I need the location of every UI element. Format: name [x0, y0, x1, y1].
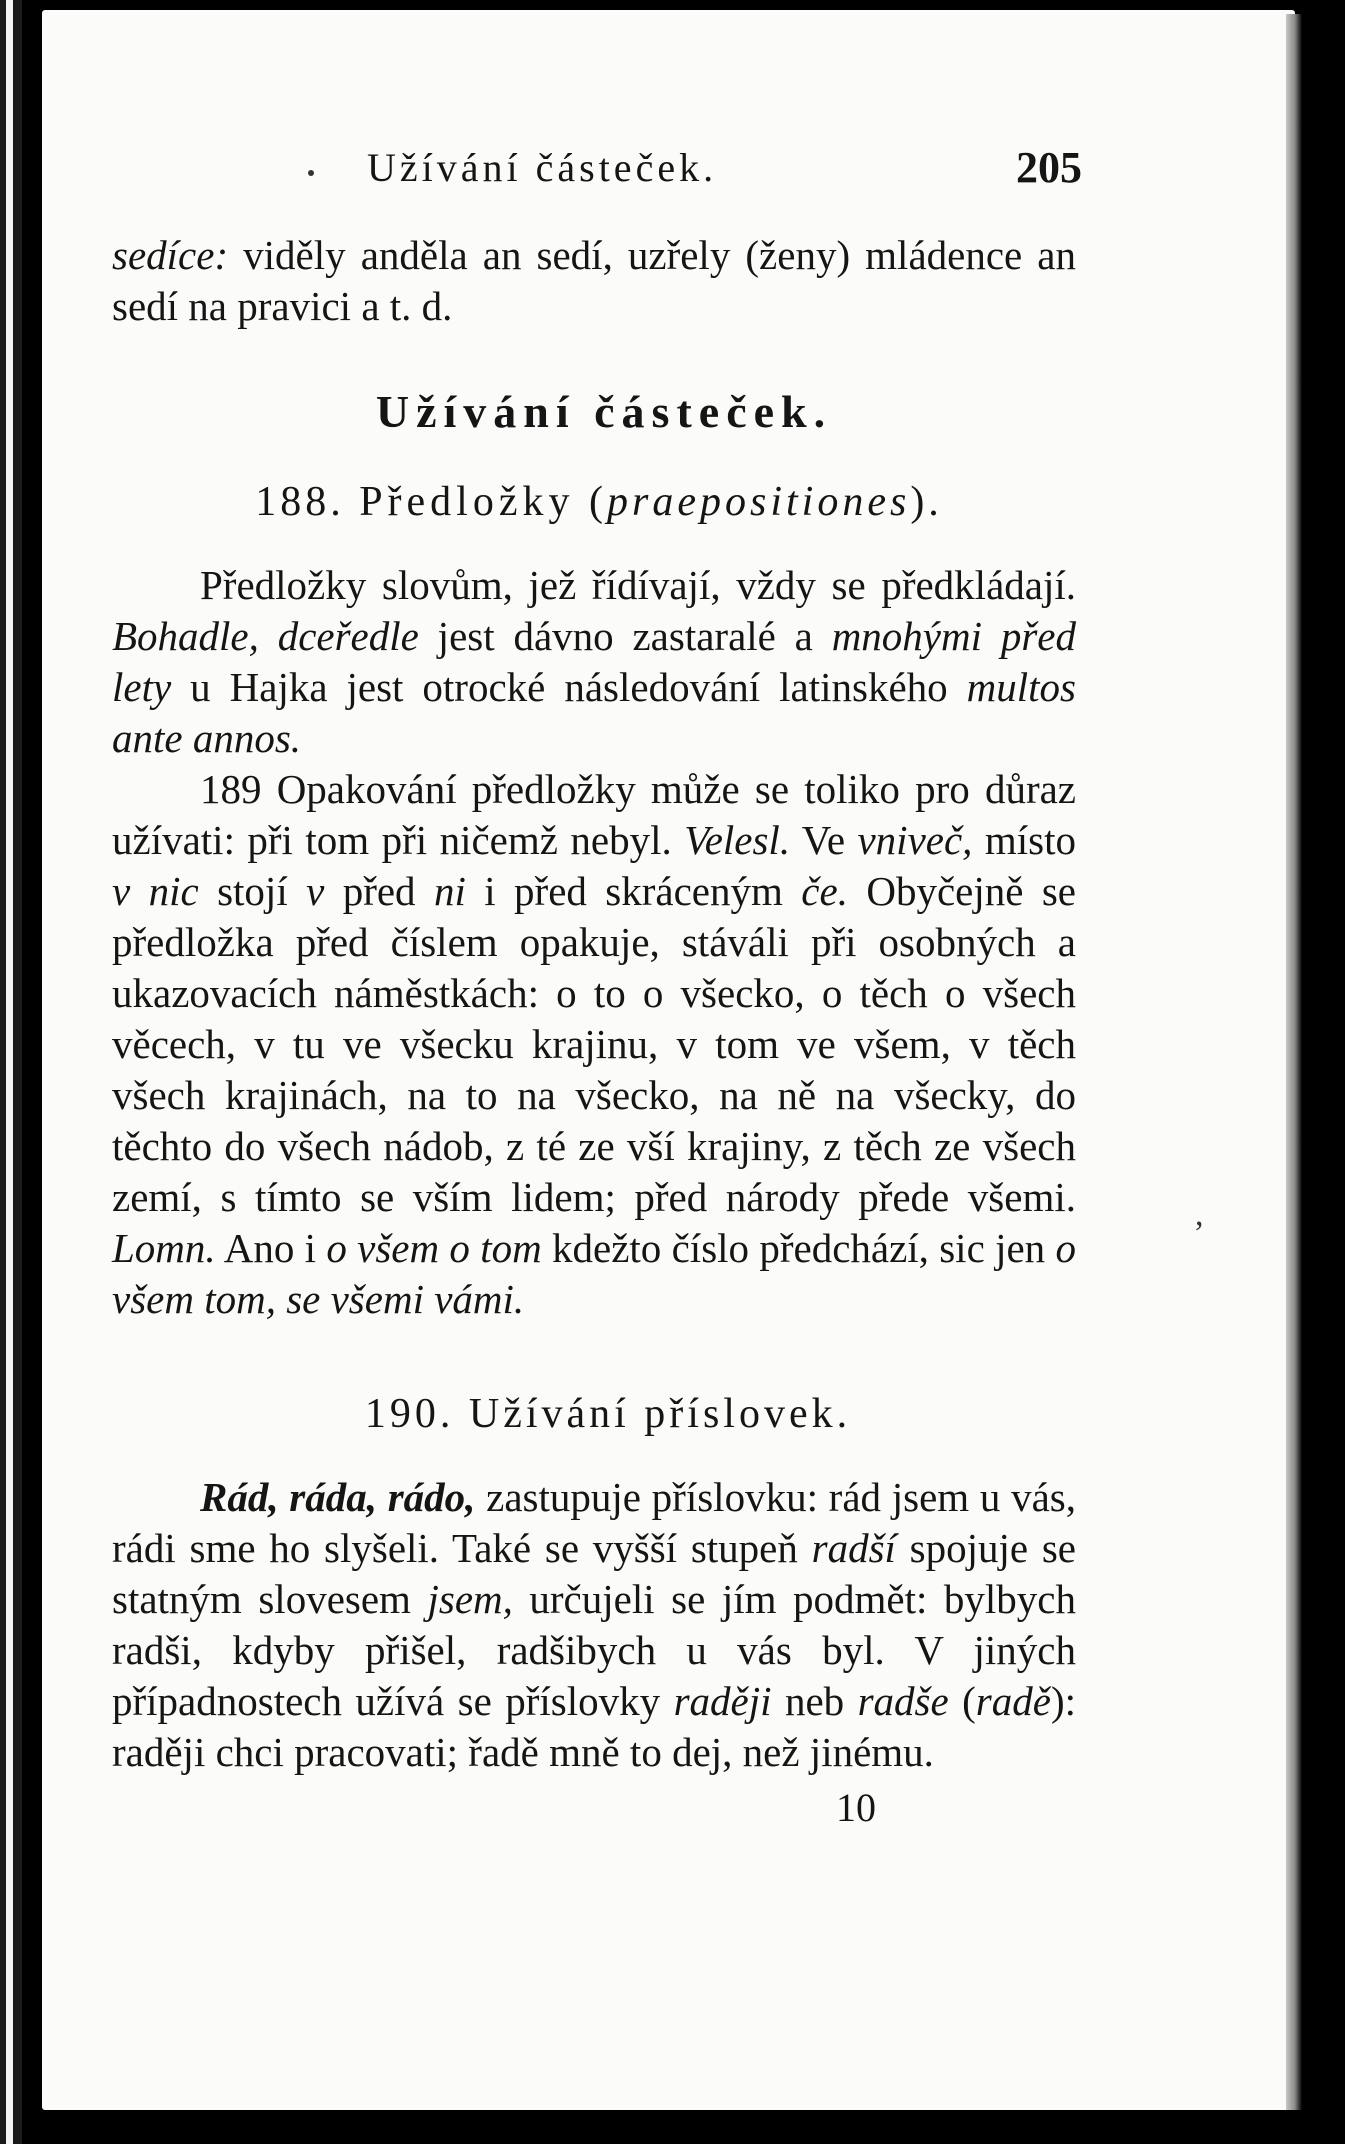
text-run: Ve — [790, 817, 858, 863]
page-gutter-shadow — [1286, 14, 1302, 2110]
subheading-188: 188. Předložky (praepositiones). — [255, 479, 943, 525]
intro-italic: sedíce: — [112, 232, 229, 278]
text-run: stojí — [198, 868, 307, 914]
italic-run: ni — [433, 868, 466, 914]
italic-run: jsem, — [427, 1576, 513, 1622]
paragraph-190 — [112, 1472, 1076, 1778]
subheading-188-latin: praepositiones — [606, 479, 911, 525]
subheading-188-number: 188. — [255, 479, 345, 525]
italic-run: o všem tom, se všemi vámi. — [112, 1225, 1076, 1322]
italic-run: multos ante annos. — [112, 664, 1076, 761]
text-run: ): raději chci pracovati; řadě mně to dej, než jinému. — [112, 1678, 1076, 1775]
subheading-188-title: Předložky — [359, 479, 575, 525]
signature-mark: 10 — [836, 1785, 876, 1830]
italic-run: raději — [673, 1678, 772, 1724]
text-run: určujeli se jím podmět: bylbych radši, kdyby přišel, radšibych u vás byl. V jiných případnostech užívá se příslovky — [112, 1576, 1076, 1724]
italic-run: radší — [811, 1525, 896, 1571]
italic-run: vniveč, — [857, 817, 973, 863]
intro-paragraph — [112, 230, 1076, 332]
subheading-190: 190. Užívání příslovek. — [364, 1391, 852, 1437]
header-dot — [308, 170, 314, 176]
page-number: 205 — [1016, 143, 1082, 192]
text-run: ( — [948, 1678, 976, 1724]
paragraph-189 — [112, 764, 1076, 1325]
text-run: kdežto číslo předchází, sic jen — [541, 1225, 1056, 1271]
italic-run: Lomn. — [112, 1225, 216, 1271]
text-run: u Hajka jest otrocké následování latinského — [171, 664, 967, 710]
intro-text: viděly anděla an sedí, uzřely (ženy) mládence an sedí na pravici a t. d. — [112, 232, 1076, 329]
italic-run: radše — [857, 1678, 949, 1724]
text-run: před — [324, 868, 434, 914]
text-run: i před skráceným — [465, 868, 802, 914]
text-run: Ano i — [215, 1225, 327, 1271]
italic-run: Bohadle, dceředle — [112, 613, 419, 659]
text-run: Předložky slovům, jež řídívají, vždy se předkládají. — [200, 562, 1076, 608]
running-title: Užívání částeček. — [367, 145, 718, 190]
text-run: místo — [972, 817, 1076, 863]
text-run: 189 Opakování předložky může se toliko pro důraz užívati: při tom při ničemž nebyl. — [112, 766, 1076, 863]
italic-run: v nic — [112, 868, 199, 914]
text-run: zastupuje příslovku: rád jsem u vás, rádi sme ho slyšeli. Také se vyšší stupeň — [112, 1474, 1076, 1571]
italic-run: Rád, ráda, rádo, — [200, 1474, 476, 1520]
text-run: jest dávno zastaralé a — [418, 613, 832, 659]
italic-run: o všem o tom — [326, 1225, 542, 1271]
page-content — [112, 142, 1082, 1833]
paragraph-188 — [112, 560, 1076, 764]
section-title: Užívání částeček. — [375, 386, 833, 437]
page-header — [112, 142, 1082, 198]
previous-page-strip — [6, 0, 13, 2144]
italic-run: Velesl. — [684, 817, 791, 863]
previous-page-edge — [0, 0, 22, 2144]
italic-run: radě — [975, 1678, 1051, 1724]
italic-run: če. — [801, 868, 848, 914]
italic-run: mnohými před lety — [112, 613, 1076, 710]
margin-mark: , — [1195, 1196, 1204, 1233]
text-run: spojuje se statným slovesem — [112, 1525, 1076, 1622]
italic-run: v — [306, 868, 325, 914]
text-run: Obyčejně se předložka před číslem opakuje, stáváli při osobných a ukazovacích náměstkách: o to o všecko, o těch o všech věcech, v tu ve všecku krajinu, v tom ve všem, v těch všech krajinách, na to na všecko, na ně na všecky, do těchto do všech nádob, z té ze vší krajiny, z těch ze všech zemí, s tímto se vším lidem; před národy přede všemi. — [112, 868, 1076, 1220]
text-run: neb — [771, 1678, 858, 1724]
